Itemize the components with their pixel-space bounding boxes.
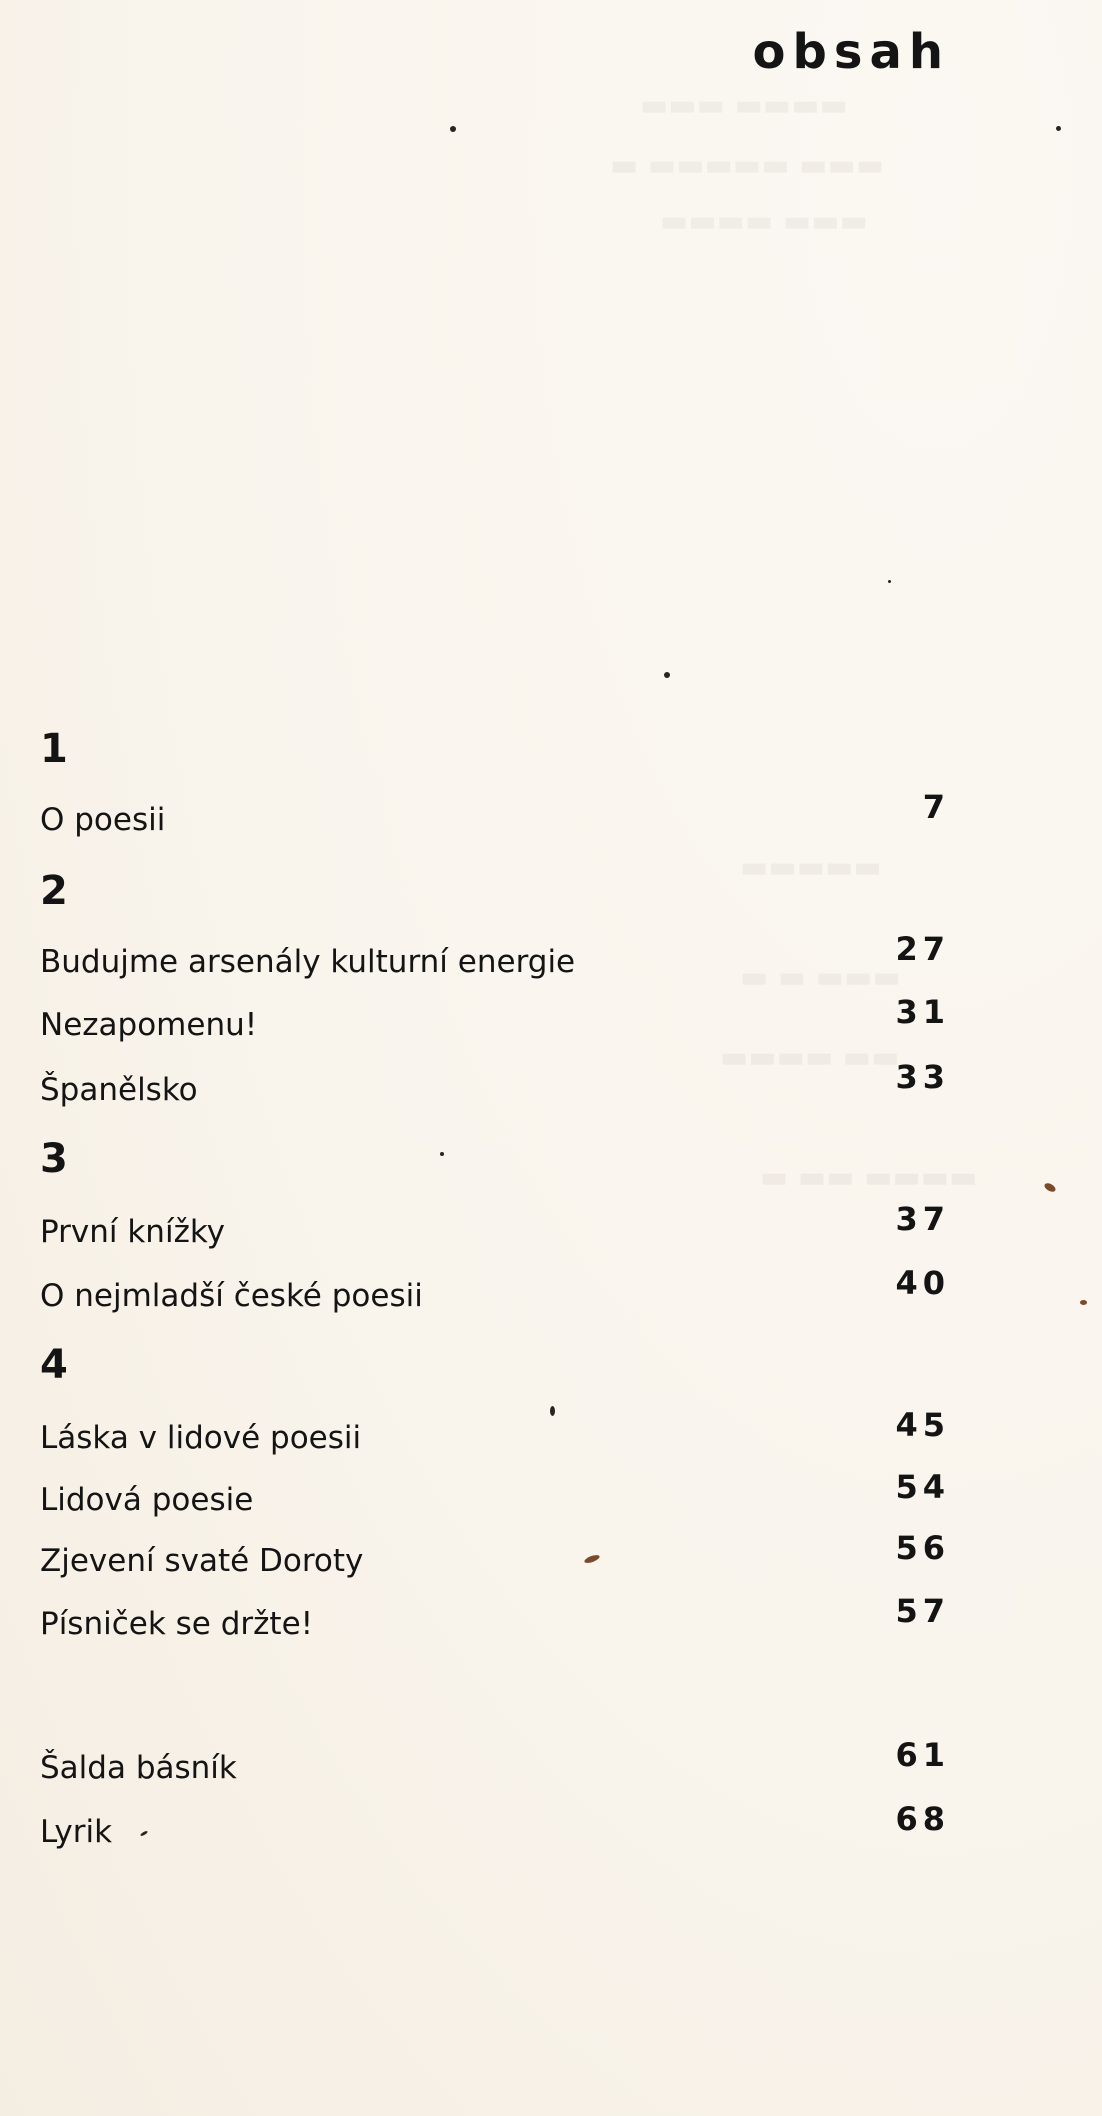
bleed-through-mark: ▬ ▬▬ ▬▬▬▬ (760, 1160, 978, 1195)
bleed-through-mark: ▬▬▬▬▬ (740, 850, 882, 885)
toc-entry[interactable] (40, 1592, 950, 1656)
toc-entry-page: 31 (895, 993, 950, 1031)
bleed-through-mark: ▬▬▬▬ ▬▬▬ (660, 204, 868, 239)
toc-entry[interactable] (40, 1406, 950, 1470)
toc-entry-title: O poesii (40, 802, 166, 838)
toc-entry-page: 7 (922, 788, 950, 826)
toc-entry-title: Nezapomenu! (40, 1007, 258, 1043)
toc-entry[interactable] (40, 1468, 950, 1532)
toc-entry[interactable] (40, 1058, 950, 1122)
bleed-through-mark: ▬▬▬ ▬▬▬▬ (640, 88, 848, 123)
page-heading: obsah (752, 24, 950, 80)
toc-entry-title: Láska v lidové poesii (40, 1420, 362, 1456)
toc-entry-title: Lidová poesie (40, 1482, 254, 1518)
toc-entry[interactable] (40, 788, 950, 852)
paper-speck (440, 1152, 444, 1156)
toc-entry-page: 61 (895, 1736, 950, 1774)
paper-speck (664, 672, 670, 678)
paper-speck (550, 1406, 555, 1416)
section-number: 4 (40, 1342, 68, 1388)
bleed-through-mark: ▬ ▬ ▬▬▬ (740, 960, 901, 995)
toc-entry[interactable] (40, 1200, 950, 1264)
toc-entry-page: 37 (895, 1200, 950, 1238)
toc-entry-page: 68 (895, 1800, 950, 1838)
toc-entry[interactable] (40, 993, 950, 1057)
toc-entry-title: Šalda básník (40, 1750, 237, 1786)
toc-entry-title: První knížky (40, 1214, 226, 1250)
toc-entry-page: 56 (895, 1529, 950, 1567)
paper-speck (1080, 1300, 1087, 1305)
bleed-through-mark: ▬▬▬▬ ▬▬ (720, 1040, 900, 1075)
paper-speck (1043, 1181, 1057, 1193)
toc-entry-title: Španělsko (40, 1072, 198, 1108)
toc-entry-page: 45 (895, 1406, 950, 1444)
toc-entry-title: Zjevení svaté Doroty (40, 1543, 364, 1579)
toc-entry-page: 33 (895, 1058, 950, 1096)
toc-entry-page: 27 (895, 930, 950, 968)
toc-entry[interactable] (40, 1736, 950, 1800)
bleed-through-mark: ▬ ▬▬▬▬▬ ▬▬▬ (610, 148, 885, 183)
toc-entry-title: Lyrik (40, 1814, 113, 1850)
section-number: 1 (40, 726, 68, 772)
paper-speck (450, 126, 456, 132)
toc-entry[interactable] (40, 1264, 950, 1328)
toc-entry-page: 57 (895, 1592, 950, 1630)
toc-entry-page: 54 (895, 1468, 950, 1506)
toc-entry-page: 40 (895, 1264, 950, 1302)
paper-speck (888, 580, 891, 583)
section-number: 2 (40, 868, 68, 914)
toc-entry-title: O nejmladší české poesii (40, 1278, 423, 1314)
toc-entry[interactable] (40, 930, 950, 994)
section-number: 3 (40, 1136, 68, 1182)
toc-entry-title: Budujme arsenály kulturní energie (40, 944, 576, 980)
toc-entry[interactable] (40, 1529, 950, 1593)
paper-speck (1056, 126, 1061, 131)
toc-entry[interactable] (40, 1800, 950, 1864)
toc-entry-title: Písniček se držte! (40, 1606, 314, 1642)
